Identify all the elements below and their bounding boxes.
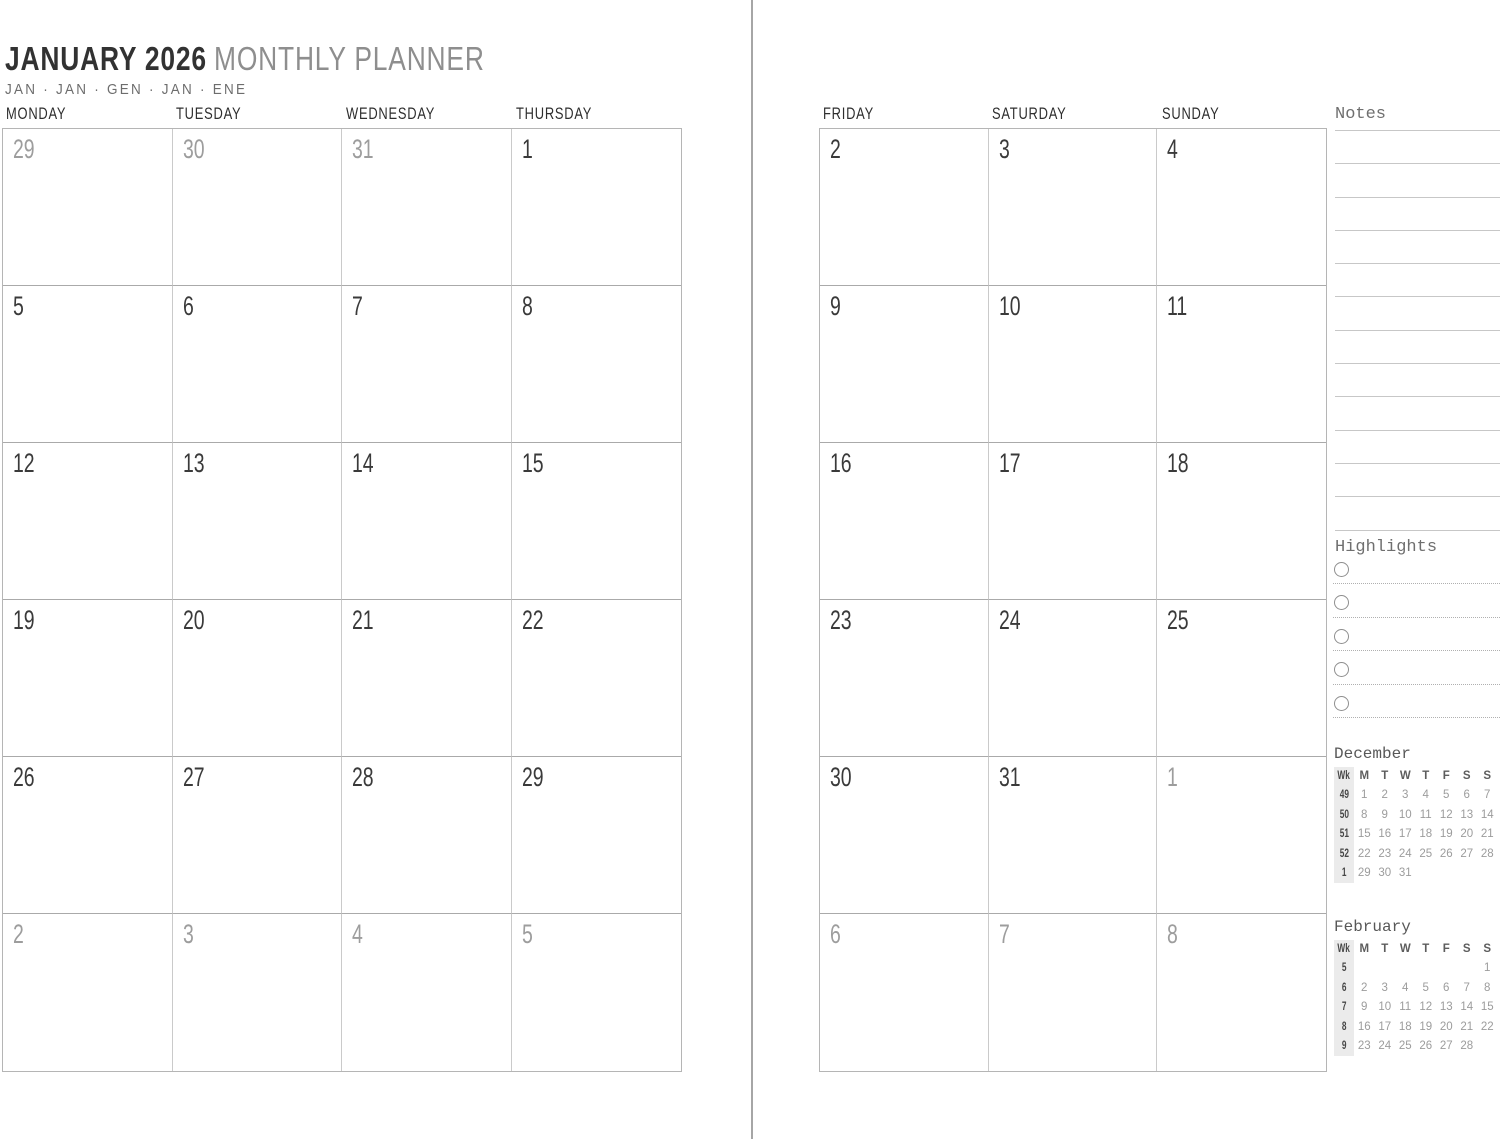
minical-day-header: W [1399, 942, 1411, 955]
minical-day[interactable]: 28 [1460, 1039, 1474, 1052]
day-cell[interactable] [1157, 757, 1326, 914]
day-number: 8 [521, 291, 533, 321]
day-cell[interactable] [820, 286, 989, 443]
minical-day[interactable]: 8 [1361, 808, 1368, 821]
minical-day[interactable]: 16 [1357, 1020, 1371, 1033]
minical-day[interactable]: 5 [1422, 981, 1429, 994]
minical-week-number-label: 5 [1341, 962, 1347, 975]
day-number: 6 [830, 919, 841, 949]
minical-day[interactable]: 7 [1463, 981, 1470, 994]
day-cell[interactable] [820, 757, 989, 914]
highlight-row[interactable] [1333, 618, 1500, 651]
minical-title: February [1334, 918, 1411, 936]
day-cell[interactable] [1157, 600, 1326, 757]
day-cell[interactable] [3, 600, 173, 757]
minical-week-number-label: 9 [1341, 1039, 1347, 1052]
minical-day [1457, 959, 1478, 978]
day-cell[interactable] [1157, 914, 1326, 1071]
day-cell[interactable] [989, 286, 1158, 443]
day-cell[interactable] [512, 600, 682, 757]
minical-day[interactable]: 14 [1460, 1001, 1474, 1014]
minical-day[interactable]: 25 [1398, 1039, 1412, 1052]
day-cell[interactable] [989, 600, 1158, 757]
minical-week-number-label: 8 [1341, 1020, 1347, 1033]
day-header-label: TUESDAY [176, 104, 242, 123]
notes-line[interactable] [1335, 263, 1500, 296]
day-number: 6 [182, 291, 194, 321]
minical-day[interactable]: 17 [1378, 1020, 1392, 1033]
minical-week-number-label: 49 [1339, 789, 1349, 802]
highlights-label: Highlights [1335, 538, 1438, 557]
day-number: 8 [1167, 919, 1179, 949]
minical-day [1457, 864, 1478, 883]
day-number: 30 [830, 762, 852, 792]
day-header-tuesday [172, 104, 342, 124]
day-number: 18 [1167, 448, 1189, 478]
day-header-label: WEDNESDAY [346, 104, 436, 123]
minical-december [1334, 745, 1498, 883]
minical-day[interactable]: 22 [1480, 1020, 1494, 1033]
minical-week-number-label: 51 [1339, 828, 1349, 841]
day-cell[interactable] [820, 129, 989, 286]
day-cell[interactable] [989, 757, 1158, 914]
minical-week-number [1334, 845, 1354, 864]
minical-day[interactable]: 1 [1361, 789, 1368, 802]
day-number: 27 [182, 762, 205, 792]
minical-week-number [1334, 959, 1354, 978]
notes-lines [1335, 130, 1500, 563]
notes-line[interactable] [1335, 230, 1500, 263]
minical-day[interactable]: 16 [1378, 828, 1392, 841]
day-header-label: SATURDAY [992, 104, 1067, 123]
minical-day[interactable]: 21 [1460, 1020, 1474, 1033]
day-cell[interactable] [3, 129, 173, 286]
day-number: 30 [182, 134, 205, 164]
day-number: 7 [352, 291, 363, 321]
minical-week-number [1334, 979, 1354, 998]
day-number: 2 [830, 134, 841, 164]
day-number: 17 [998, 448, 1021, 478]
minical-day-header: S [1483, 942, 1492, 955]
day-cell[interactable] [1157, 129, 1326, 286]
minical-day[interactable]: 10 [1378, 1001, 1392, 1014]
minical-day-header: T [1381, 942, 1389, 955]
minical-day[interactable]: 18 [1398, 1020, 1412, 1033]
minical-day [1354, 959, 1375, 978]
day-header-friday [819, 104, 988, 124]
minical-day[interactable]: 17 [1398, 828, 1412, 841]
notes-line[interactable] [1335, 130, 1500, 163]
day-cell[interactable] [989, 129, 1158, 286]
minical-day[interactable]: 26 [1419, 1039, 1433, 1052]
notes-line[interactable] [1335, 163, 1500, 196]
minical-day[interactable]: 6 [1463, 789, 1470, 802]
day-number: 28 [352, 762, 374, 792]
day-header-sunday [1158, 104, 1327, 124]
minical-week-number-label: 7 [1341, 1001, 1347, 1014]
minical-day[interactable]: 31 [1398, 866, 1412, 879]
day-number: 19 [13, 605, 35, 635]
minical-day[interactable]: 12 [1419, 1001, 1433, 1014]
minical-day [1477, 1037, 1498, 1056]
day-number: 13 [182, 448, 205, 478]
minical-day[interactable]: 15 [1357, 828, 1371, 841]
minical-day[interactable]: 23 [1357, 1039, 1371, 1052]
minical-week-number [1334, 1018, 1354, 1037]
planner-title-suffix: MONTHLY PLANNER [214, 40, 485, 77]
minical-day [1416, 959, 1437, 978]
minical-day-header: F [1442, 769, 1450, 782]
day-cell[interactable] [173, 914, 343, 1071]
day-cell[interactable] [512, 757, 682, 914]
minical-day [1395, 959, 1416, 978]
minical-week-number [1334, 1037, 1354, 1056]
day-headers-left [2, 104, 682, 124]
minical-day-header: W [1399, 769, 1411, 782]
highlight-bullet-circle[interactable] [1334, 662, 1349, 677]
minical-day[interactable]: 10 [1398, 808, 1412, 821]
day-cell[interactable] [989, 914, 1158, 1071]
day-number: 5 [13, 291, 24, 321]
right-page-grid [819, 128, 1327, 1072]
minical-day[interactable]: 14 [1480, 808, 1494, 821]
minical-day-header: T [1381, 769, 1389, 782]
highlight-bullet-circle[interactable] [1334, 629, 1349, 644]
day-header-label: FRIDAY [823, 104, 874, 123]
minical-day[interactable]: 7 [1484, 789, 1491, 802]
day-number: 24 [998, 605, 1021, 635]
minical-day [1436, 864, 1457, 883]
day-cell[interactable] [173, 129, 343, 286]
page-title [5, 42, 485, 75]
minical-week-number [1334, 864, 1354, 883]
day-number: 4 [352, 919, 363, 949]
minical-day-header: S [1462, 942, 1471, 955]
minical-day[interactable]: 9 [1381, 808, 1388, 821]
day-number: 22 [521, 605, 544, 635]
day-cell[interactable] [820, 443, 989, 600]
day-number: 29 [13, 134, 35, 164]
day-cell[interactable] [342, 757, 512, 914]
notes-line[interactable] [1335, 363, 1500, 396]
minical-day[interactable]: 4 [1402, 981, 1409, 994]
minical-day [1477, 864, 1498, 883]
month-year-title: JANUARY 2026 [5, 40, 207, 77]
minical-day[interactable]: 20 [1460, 828, 1474, 841]
day-cell[interactable] [342, 286, 512, 443]
day-number: 3 [998, 134, 1010, 164]
minical-day[interactable]: 21 [1480, 828, 1494, 841]
day-cell[interactable] [173, 757, 343, 914]
minical-day[interactable]: 22 [1357, 847, 1371, 860]
day-cell[interactable] [512, 914, 682, 1071]
minical-week-col-header [1334, 767, 1354, 786]
page-gutter-divider [751, 0, 753, 1139]
day-header-saturday [988, 104, 1157, 124]
notes-line[interactable] [1335, 296, 1500, 329]
minical-day-header: M [1359, 769, 1370, 782]
highlight-bullet-circle[interactable] [1334, 562, 1349, 577]
notes-label: Notes [1335, 105, 1387, 124]
day-cell[interactable] [3, 757, 173, 914]
day-number: 2 [13, 919, 24, 949]
day-number: 7 [998, 919, 1010, 949]
minical-day[interactable]: 24 [1398, 847, 1412, 860]
minical-title: December [1334, 745, 1411, 763]
day-cell[interactable] [342, 914, 512, 1071]
minical-day[interactable]: 5 [1443, 789, 1450, 802]
minical-day[interactable]: 20 [1439, 1020, 1453, 1033]
day-number: 4 [1167, 134, 1179, 164]
day-number: 31 [352, 134, 374, 164]
minical-day[interactable]: 13 [1460, 808, 1474, 821]
day-number: 23 [830, 605, 852, 635]
day-header-label: THURSDAY [516, 104, 593, 123]
notes-line[interactable] [1335, 396, 1500, 429]
minical-grid [1334, 940, 1498, 1056]
minical-week-number-label: 52 [1339, 847, 1349, 860]
day-cell[interactable] [173, 286, 343, 443]
day-number: 20 [182, 605, 205, 635]
notes-line[interactable] [1335, 430, 1500, 463]
minical-day-header: S [1483, 769, 1492, 782]
day-number: 9 [830, 291, 841, 321]
minical-week-number [1334, 825, 1354, 844]
minical-day-header: T [1422, 942, 1430, 955]
day-cell[interactable] [1157, 443, 1326, 600]
notes-line[interactable] [1335, 330, 1500, 363]
day-number: 15 [521, 448, 544, 478]
day-number: 29 [521, 762, 544, 792]
day-header-wednesday [342, 104, 512, 124]
day-cell[interactable] [3, 286, 173, 443]
minical-day[interactable]: 18 [1419, 828, 1433, 841]
day-number: 16 [830, 448, 852, 478]
day-number: 21 [352, 605, 374, 635]
day-cell[interactable] [342, 443, 512, 600]
minical-grid [1334, 767, 1498, 883]
highlight-row[interactable] [1333, 651, 1500, 684]
minical-day[interactable]: 27 [1460, 847, 1474, 860]
minical-day [1436, 959, 1457, 978]
highlight-bullet-circle[interactable] [1334, 696, 1349, 711]
day-header-label: SUNDAY [1161, 104, 1220, 123]
day-number: 1 [521, 134, 533, 164]
minical-week-col-header-label: Wk [1337, 942, 1351, 955]
minical-day-header: S [1462, 769, 1471, 782]
minical-day[interactable]: 19 [1419, 1020, 1433, 1033]
minical-day[interactable]: 29 [1357, 866, 1371, 879]
day-header-monday [2, 104, 172, 124]
day-header-label: MONDAY [6, 104, 67, 123]
minical-week-number [1334, 806, 1354, 825]
notes-line[interactable] [1335, 197, 1500, 230]
day-cell[interactable] [512, 286, 682, 443]
minical-day[interactable]: 12 [1439, 808, 1453, 821]
minical-week-number-label: 6 [1341, 981, 1347, 994]
minical-day[interactable]: 8 [1484, 981, 1491, 994]
minical-day[interactable]: 3 [1381, 981, 1388, 994]
minical-day[interactable]: 2 [1361, 981, 1368, 994]
day-cell[interactable] [820, 914, 989, 1071]
day-number: 14 [352, 448, 374, 478]
minical-week-number [1334, 786, 1354, 805]
day-number: 1 [1167, 762, 1179, 792]
minical-day[interactable]: 6 [1443, 981, 1450, 994]
left-page-grid [2, 128, 682, 1072]
minical-february [1334, 918, 1498, 1056]
notes-line[interactable] [1335, 496, 1500, 529]
day-number: 5 [521, 919, 533, 949]
minical-day[interactable]: 1 [1484, 962, 1491, 975]
day-cell[interactable] [173, 443, 343, 600]
day-cell[interactable] [512, 129, 682, 286]
day-number: 26 [13, 762, 35, 792]
minical-day-header: T [1422, 769, 1430, 782]
minical-week-number-label: 1 [1341, 866, 1347, 879]
day-cell[interactable] [173, 600, 343, 757]
highlight-bullet-circle[interactable] [1334, 595, 1349, 610]
day-cell[interactable] [342, 129, 512, 286]
minical-day [1416, 864, 1437, 883]
minical-day-header: M [1359, 942, 1370, 955]
minical-week-col-header-label: Wk [1337, 769, 1351, 782]
day-header-thursday [512, 104, 682, 124]
day-headers-right [819, 104, 1327, 124]
minical-day[interactable]: 9 [1361, 1001, 1368, 1014]
day-number: 11 [1167, 291, 1188, 321]
minical-day[interactable]: 28 [1480, 847, 1494, 860]
day-number: 10 [998, 291, 1021, 321]
minical-day[interactable]: 13 [1439, 1001, 1453, 1014]
minical-day[interactable]: 26 [1439, 847, 1453, 860]
minical-week-number-label: 50 [1339, 808, 1349, 821]
minical-week-number [1334, 998, 1354, 1017]
minical-day[interactable]: 3 [1402, 789, 1409, 802]
notes-line[interactable] [1335, 463, 1500, 496]
day-number: 12 [13, 448, 35, 478]
minical-day[interactable]: 2 [1381, 789, 1388, 802]
minical-day [1375, 959, 1396, 978]
highlights-list [1333, 551, 1500, 718]
day-number: 31 [998, 762, 1021, 792]
day-cell[interactable] [1157, 286, 1326, 443]
highlight-row[interactable] [1333, 685, 1500, 718]
day-number: 3 [182, 919, 194, 949]
day-cell[interactable] [512, 443, 682, 600]
minical-day[interactable]: 23 [1378, 847, 1392, 860]
day-cell[interactable] [3, 914, 173, 1071]
highlight-row[interactable] [1333, 551, 1500, 584]
minical-day[interactable]: 24 [1378, 1039, 1392, 1052]
day-cell[interactable] [3, 443, 173, 600]
minical-day[interactable]: 11 [1419, 808, 1432, 821]
highlight-row[interactable] [1333, 584, 1500, 617]
minical-day[interactable]: 25 [1419, 847, 1433, 860]
minical-week-col-header [1334, 940, 1354, 959]
minical-day[interactable]: 4 [1422, 789, 1429, 802]
minical-day[interactable]: 27 [1439, 1039, 1453, 1052]
day-cell[interactable] [342, 600, 512, 757]
day-number: 25 [1167, 605, 1189, 635]
day-cell[interactable] [989, 443, 1158, 600]
minical-day[interactable]: 15 [1480, 1001, 1494, 1014]
minical-day[interactable]: 11 [1399, 1001, 1412, 1014]
minical-day-header: F [1442, 942, 1450, 955]
minical-day[interactable]: 30 [1378, 866, 1392, 879]
month-translations-subtitle: JAN · JAN · GEN · JAN · ENE [5, 81, 248, 98]
day-cell[interactable] [820, 600, 989, 757]
minical-day[interactable]: 19 [1439, 828, 1453, 841]
